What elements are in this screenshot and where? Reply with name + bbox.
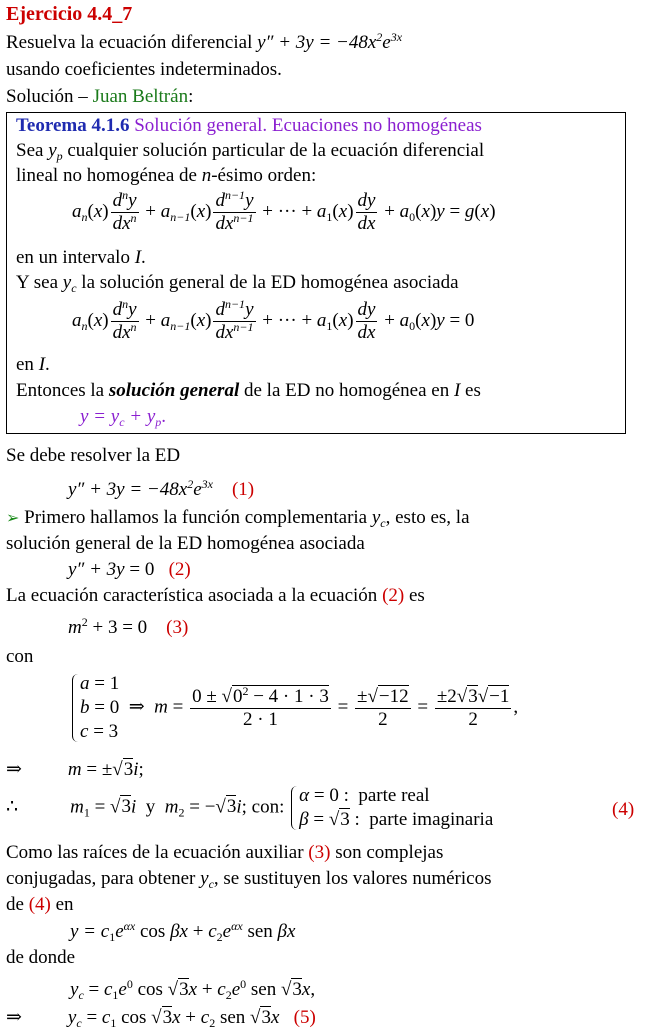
equation-2: y″ + 3y = 0 (2) — [68, 559, 191, 580]
problem-statement: Resuelva la ecuación diferencial $y'' + 3y = -48x^2e^{3x}$ — [6, 30, 403, 53]
body-line-2: ➢ Primero hallamos la función complementaria $y_c$, esto es, la — [6, 507, 470, 530]
general-form-equation: $y = c_1e^{\alpha x}$ $\cos \beta x + c_2e^{\alpha x}$ sen βx — [70, 919, 296, 944]
body-line-5: con — [6, 646, 34, 667]
arrow-bullet-icon: ➢ — [6, 510, 20, 527]
theorem-equation-nonhomogeneous: $a_n(x)$ $\frac{d^ny}{dx^n}$ + $a_{n-1}(x)$ $\frac{d^{n-1}y}{dx^{n-1}}$ + ··· + $a_1(x)$ $\frac{dy}{dx}$ + $a_0(x)y = g(x)$ — [72, 188, 496, 234]
equation-5: ⇒ $y_c = c_1$ $\cos √3x + c_2$ sen √3x (5) — [6, 1007, 316, 1030]
body-line-9: de donde — [6, 947, 76, 968]
theorem-line-6: Entonces la solución general de la ED no homogénea en I es — [16, 380, 481, 401]
quadratic-formula: a = 1 b = 0 c = 3 ⇒ m = $\frac{0 \pm √0^2 - 4 \cdot 1 \cdot 3}{2 \cdot 1}$ = $\frac{\pm√-12}{2}$ = $\frac{\pm 2√3√-1}{2}$ , — [70, 672, 518, 744]
solution-author: Solución – Juan Beltrán: — [6, 86, 194, 107]
alpha-beta-brace: α = 0 : parte real β = √3 : parte imaginaria — [289, 784, 493, 832]
roots-line: ⇒ m = ±√3i; — [6, 759, 144, 780]
theorem-line-4: Y sea $y_c$ la solución general de la ED homogénea asociada — [16, 272, 459, 295]
equation-4-tag: (4) — [612, 799, 635, 820]
body-line-4: La ecuación característica asociada a la ecuación (2) es — [6, 585, 425, 606]
theorem-line-3: en un intervalo I. — [16, 247, 146, 268]
body-line-7: conjugadas, para obtener $y_c$, se sustituyen los valores numéricos — [6, 868, 492, 891]
body-line-1: Se debe resolver la ED — [6, 445, 181, 466]
theorem-conclusion: $y = y_c + y_p$. — [80, 406, 167, 429]
body-line-8: de (4) en — [6, 894, 74, 915]
problem-statement-2: usando coeficientes indeterminados. — [6, 59, 282, 80]
theorem-line-5: en I. — [16, 354, 50, 375]
theorem-line-2: lineal no homogénea de n-ésimo orden: — [16, 165, 317, 186]
theorem-equation-homogeneous: $a_n(x)$ $\frac{d^ny}{dx^n}$ + $a_{n-1}(x)$ $\frac{d^{n-1}y}{dx^{n-1}}$ + ··· + $a_1(x)$ $\frac{dy}{dx}$ + $a_0(x)y = 0$ — [72, 297, 475, 343]
substitution-equation: $y_c = c_1e^0$ $\cos √3x + c_2e^0$ sen √3x, — [70, 977, 316, 1002]
theorem-line-1: Sea $y_p$ cualquier solución particular de la ecuación diferencial — [16, 140, 485, 163]
theorem-heading: Teorema 4.1.6 Solución general. Ecuaciones no homogéneas — [16, 115, 482, 136]
roots-detail: ∴ $m_1 = √3i$ y $m_2 = -√3i$; con: α = 0 : parte real β = √3 : parte imaginaria — [6, 785, 494, 830]
exercise-title: Ejercicio 4.4_7 — [6, 3, 133, 25]
body-line-3: solución general de la ED homogénea asociada — [6, 533, 365, 554]
coefficient-brace: a = 1 b = 0 c = 3 — [70, 672, 119, 744]
equation-3: $m^2 + 3 = 0$ (3) — [68, 615, 189, 638]
body-line-6: Como las raíces de la ecuación auxiliar (3) son complejas — [6, 842, 444, 863]
equation-1: $y'' + 3y = -48x^2e^{3x}$ (1) — [68, 477, 255, 500]
